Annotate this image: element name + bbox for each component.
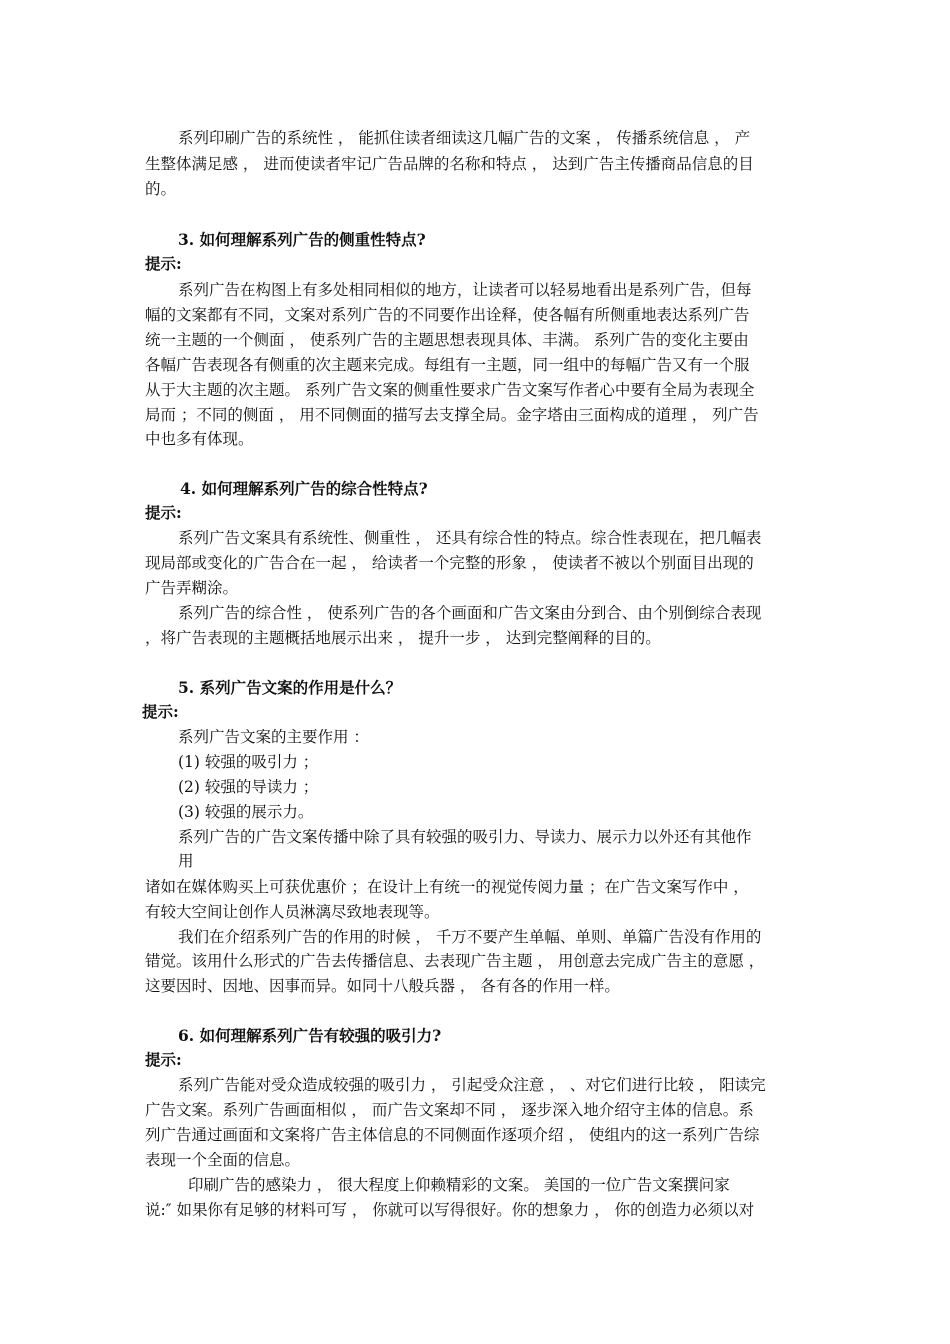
question-heading: 5. 系列广告文案的作用是什么？ (178, 678, 402, 697)
paragraph-line: 系列印刷广告的系统性 ， 能抓住读者细读这几幅广告的文案 ， 传播系统信息 ， 产 (178, 129, 751, 147)
paragraph-line: 各幅广告表现各有侧重的次主题来完成。每组有一主题，同一组中的每幅广告又有一个服 (145, 356, 750, 374)
paragraph-line: 诸如在媒体购买上可获优惠价 ；在设计上有统一的视觉传阅力量 ；在广告文案写作中 ， (145, 878, 749, 896)
paragraph-line: 用 (178, 852, 194, 870)
paragraph-line: 系列广告能对受众造成较强的吸引力 ， 引起受众注意 ， 、对它们进行比较 ， 阳读完 (178, 1076, 766, 1094)
paragraph-line: 印刷广告的感染力 ， 很大程度上仰赖精彩的文案。 美国的一位广告文案撰问家 (188, 1176, 730, 1194)
hint-label: 提示: (145, 1050, 182, 1069)
question-heading: 3. 如何理解系列广告的侧重性特点? (178, 230, 426, 249)
question-heading: 6. 如何理解系列广告有较强的吸引力? (178, 1026, 442, 1045)
paragraph-line: 系列广告的广告文案传播中除了具有较强的吸引力、导读力、展示力以外还有其他作 (178, 828, 752, 846)
hint-label: 提示: (142, 702, 179, 721)
paragraph-line: 系列广告文案的主要作用 ： (178, 728, 369, 746)
paragraph-line: 幅的文案都有不同，文案对系列广告的不同要作出诠释，使各幅有所侧重地表达系列广告 (145, 306, 750, 324)
paragraph-line: 这要因时、因地、因事而异。如同十八般兵器 ， 各有各的作用一样。 (145, 977, 620, 995)
paragraph-line: 我们在介绍系列广告的作用的时候 ， 千万不要产生单幅、单则、单篇广告没有作用的 (178, 928, 762, 946)
list-item: (2) 较强的导读力 ； (178, 778, 319, 796)
paragraph-line: 中也多有体现。 (145, 430, 254, 448)
paragraph-line: 列广告通过画面和文案将广告主体信息的不同侧面作逐项介绍 ， 使组内的这一系列广告综 (145, 1126, 760, 1144)
question-heading: 4. 如何理解系列广告的综合性特点? (180, 479, 428, 498)
hint-label: 提示: (145, 503, 182, 522)
paragraph-line: 局而 ；不同的侧面 ， 用不同侧面的描写去支撑全局。金字塔由三面构成的道理 ， 列广告 (145, 406, 759, 424)
paragraph-line: 从于大主题的次主题。 系列广告文案的侧重性要求广告文案写作者心中要有全局为表现全 (145, 381, 755, 399)
list-item: (1) 较强的吸引力 ； (178, 753, 319, 771)
paragraph-line: 现局部或变化的广告合在一起 ， 给读者一个完整的形象 ， 使读者不被以个别面目出现的 (145, 554, 754, 572)
paragraph-line: 广告文案。系列广告画面相似 ， 而广告文案却不同 ， 逐步深入地介绍守主体的信息。系 (145, 1101, 754, 1119)
paragraph-line: 广告弄糊涂。 (145, 579, 239, 597)
paragraph-line: 有较大空间让创作人员淋漓尽致地表现等。 (145, 903, 440, 921)
paragraph-line: 的。 (145, 180, 177, 198)
paragraph-line: 表现一个全面的信息。 (145, 1151, 301, 1169)
paragraph-line: 系列广告的综合性 ， 使系列广告的各个画面和广告文案由分到合、由个别倒综合表现 (178, 604, 762, 622)
hint-label: 提示: (145, 254, 182, 273)
paragraph-line: 系列广告在构图上有多处相同相似的地方，让读者可以轻易地看出是系列广告，但每 (178, 281, 752, 299)
paragraph-line: 生整体满足感 ， 进而使读者牢记广告品牌的名称和特点 ， 达到广告主传播商品信息的目 (145, 155, 754, 173)
paragraph-line: 系列广告文案具有系统性、侧重性 ， 还具有综合性的特点。综合性表现在，把几幅表 (178, 529, 762, 547)
paragraph-line: 错觉。该用什么形式的广告去传播信息、去表现广告主题 ， 用创意去完成广告主的意愿 ， (145, 952, 765, 970)
paragraph-line: 统一主题的一个侧面 ， 使系列广告的主题思想表现具体、丰满。 系列广告的变化主要由 (145, 331, 749, 349)
paragraph-line: ，将广告表现的主题概括地展示出来 ， 提升一步 ， 达到完整阐释的目的。 (145, 629, 661, 647)
list-item: (3) 较强的展示力。 (178, 803, 314, 821)
paragraph-line: 说:″ 如果你有足够的材料可写 ， 你就可以写得很好。你的想象力 ， 你的创造力必须以对 (145, 1201, 755, 1219)
